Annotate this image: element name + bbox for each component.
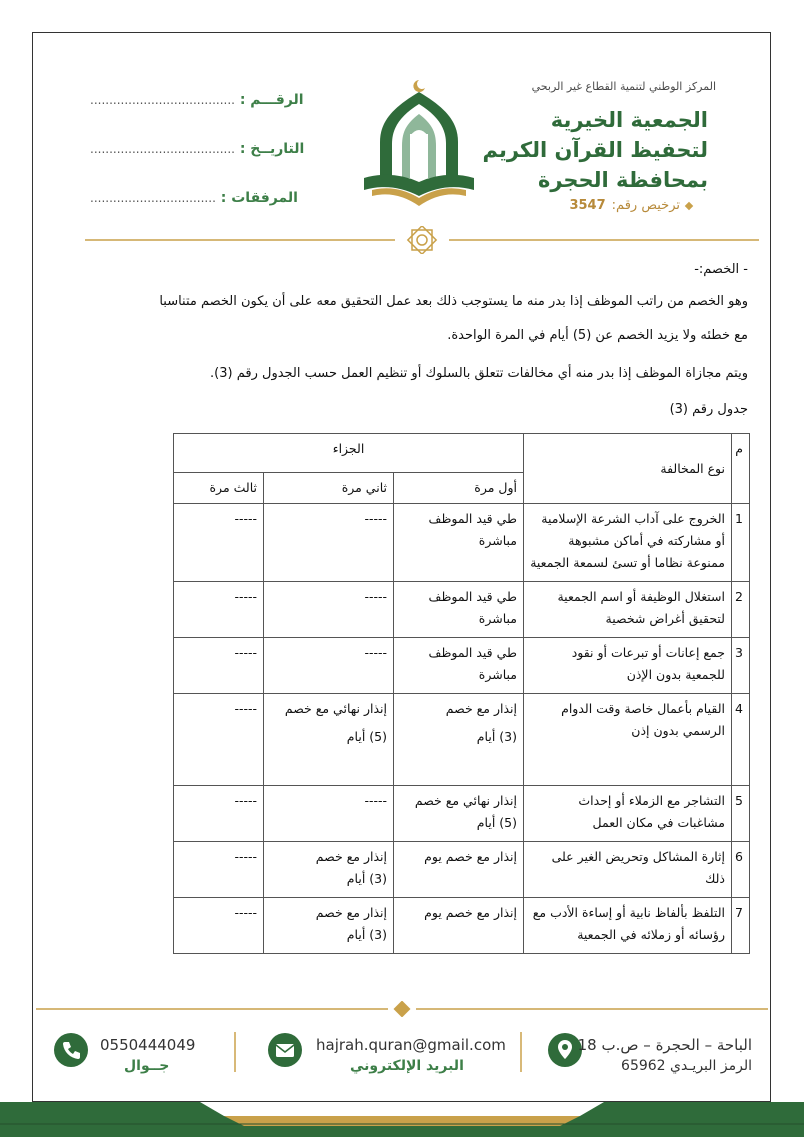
table-row: 3 جمع إعانات أو تبرعات أو نقود للجمعية بدون الإذن طي قيد الموظف مباشرة ----- ----- — [174, 638, 750, 694]
attachments-field: المرفقات : ................................. — [90, 190, 298, 206]
org-name-line3: بمحافظة الحجرة — [537, 168, 708, 192]
mail-icon — [268, 1033, 302, 1067]
paragraph-2: مع خطئه ولا يزيد الخصم عن (5) أيام في المرة الواحدة. — [447, 328, 748, 343]
table-row: 4 القيام بأعمال خاصة وقت الدوام الرسمي بدون إذن إنذار مع خصم (3) أيام إنذار نهائي مع خصم (5) أيام ----- — [174, 694, 750, 786]
header-penalty: الجزاء — [174, 434, 524, 473]
header-third: ثالث مرة — [174, 473, 264, 504]
footer-divider — [36, 1001, 768, 1017]
phone-icon — [54, 1033, 88, 1067]
header-first: أول مرة — [394, 473, 524, 504]
header-violation: نوع المخالفة — [524, 434, 732, 504]
mosque-quran-logo-icon — [362, 78, 476, 210]
license-label: ترخيص رقم: — [611, 198, 680, 213]
address-line2: الرمز البريـدي 65962 — [621, 1058, 752, 1074]
address-line1: الباحة – الحجرة – ص.ب 18 — [577, 1036, 752, 1054]
table-header-row — [174, 434, 750, 473]
reference-number-field: الرقـــم : ...................................... — [90, 92, 304, 108]
paragraph-1: وهو الخصم من راتب الموظف إذا بدر منه ما يستوجب ذلك بعد عمل التحقيق معه على أن يكون الخصم متناسبا — [159, 294, 748, 309]
penalties-table — [173, 433, 750, 954]
table-row: 2 استغلال الوظيفة أو اسم الجمعية لتحقيق أغراض شخصية طي قيد الموظف مباشرة ----- ----- — [174, 582, 750, 638]
center-name: المركز الوطني لتنمية القطاع غير الربحي — [531, 80, 716, 93]
email-label: البريد الإلكتروني — [350, 1058, 464, 1074]
footer-band — [0, 1102, 804, 1137]
table-caption: جدول رقم (3) — [669, 402, 748, 417]
license-number: 3547 — [569, 198, 606, 213]
phone-number[interactable]: 0550444049 — [100, 1036, 196, 1054]
paragraph-3: ويتم مجازاة الموظف إذا بدر منه أي مخالفات تتعلق بالسلوك أو تنظيم العمل حسب الجدول رقم (3). — [210, 366, 748, 381]
footer-separator — [234, 1032, 236, 1072]
header-second: ثاني مرة — [264, 473, 394, 504]
table-row: 1 الخروج على آداب الشرعة الإسلامية أو مشاركته في أماكن مشبوهة ممنوعة نظاما أو تسئ لسمعة الجمعية طي قيد الموظف مباشرة ----- ----- — [174, 504, 750, 582]
date-field: التاريــخ : ...................................... — [90, 141, 305, 157]
footer-separator — [520, 1032, 522, 1072]
header-num: م — [732, 434, 750, 504]
phone-label: جــوال — [124, 1058, 170, 1074]
section-heading: - الخصم:- — [694, 262, 748, 277]
email-link[interactable]: hajrah.quran@gmail.com — [316, 1036, 506, 1054]
diamond-icon — [685, 201, 693, 209]
org-name-line2: لتحفيظ القرآن الكريم — [482, 138, 708, 162]
table-row: 5 التشاجر مع الزملاء أو إحداث مشاغبات في مكان العمل إنذار نهائي مع خصم (5) أيام ----- ----- — [174, 786, 750, 842]
header-divider — [85, 226, 759, 254]
org-name-line1: الجمعية الخيرية — [550, 108, 708, 132]
license-line — [569, 198, 692, 213]
table-row: 6 إثارة المشاكل وتحريض الغير على ذلك إنذار مع خصم يوم إنذار مع خصم (3) أيام ----- — [174, 842, 750, 898]
table-row: 7 التلفظ بألفاظ نابية أو إساءة الأدب مع رؤسائه أو زملائه في الجمعية إنذار مع خصم يوم إنذار مع خصم (3) أيام ----- — [174, 898, 750, 954]
